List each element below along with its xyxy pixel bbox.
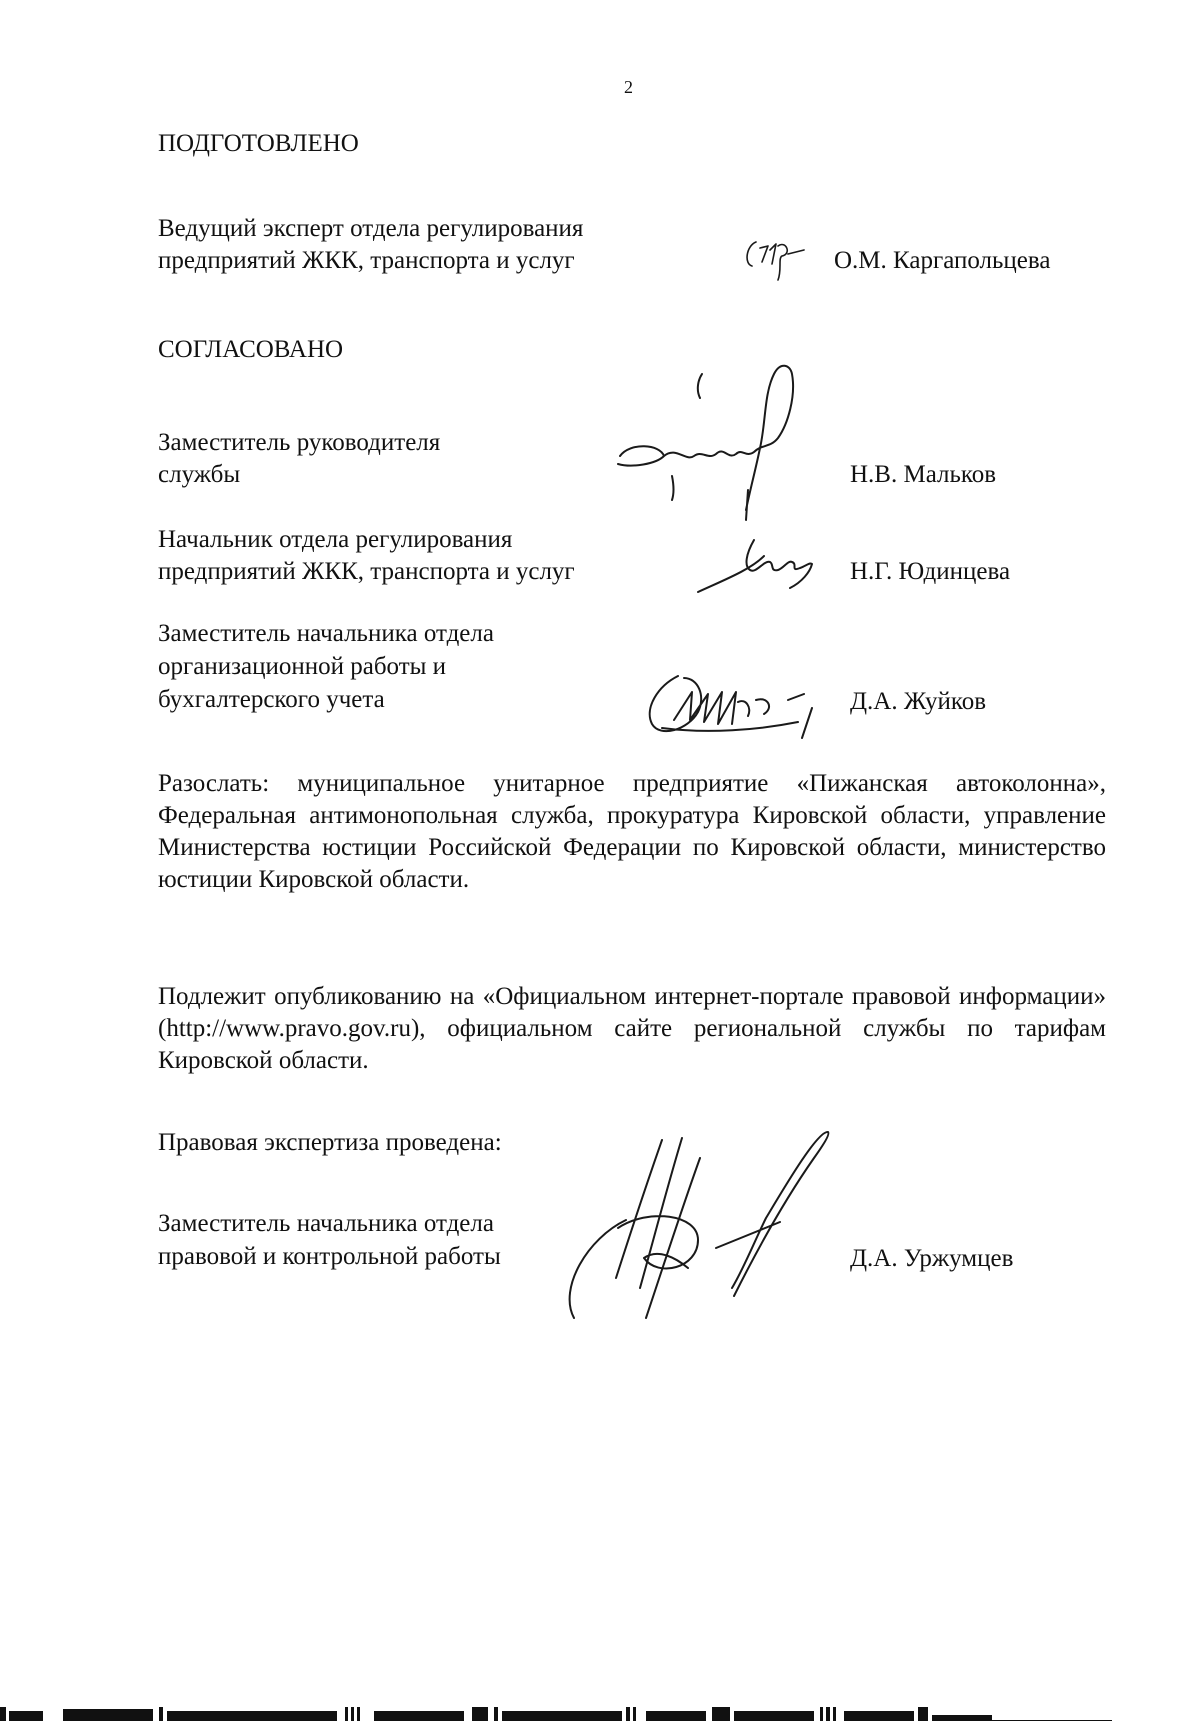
signer-title-line2: службы — [158, 461, 241, 488]
signer-name: Н.В. Мальков — [850, 461, 997, 488]
publication-notice: Подлежит опубликованию на «Официальном интернет-портале правовой информации» (http://www.pravo.gov.ru), официальном сайте региональной службы по тарифам Кировской области. — [158, 983, 1106, 1074]
signer-name: Н.Г. Юдинцева — [850, 558, 1011, 585]
prepared-heading: ПОДГОТОВЛЕНО — [158, 130, 359, 157]
prepared-name: О.М. Каргапольцева — [834, 247, 1051, 274]
signature-kargapoltseva — [742, 236, 814, 284]
legal-review-name: Д.А. Уржумцев — [850, 1245, 1014, 1272]
barcode-strip — [0, 1694, 1200, 1721]
signer-title-line3: бухгалтерского учета — [158, 686, 385, 713]
signer-title-line2: организационной работы и — [158, 653, 447, 680]
page-number: 2 — [624, 77, 633, 97]
prepared-title-line2: предприятий ЖКК, транспорта и услуг — [158, 247, 575, 274]
signature-zhuikov — [638, 668, 834, 748]
signer-title-line1: Заместитель руководителя — [158, 429, 441, 456]
distribution-list: Разослать: муниципальное унитарное предприятие «Пижанская автоколонна», Федеральная антимонопольная служба, прокуратура Кировской области, управление Министерства юстиции Российской Федерации по Кировской области, министерство юстиции Кировской области. — [158, 770, 1106, 893]
signer-name: Д.А. Жуйков — [850, 688, 987, 715]
signature-malkov — [610, 360, 830, 540]
legal-review-title-line1: Заместитель начальника отдела — [158, 1210, 494, 1237]
legal-review-heading: Правовая экспертиза проведена: — [158, 1129, 502, 1156]
signer-title-line1: Начальник отдела регулирования — [158, 526, 513, 553]
legal-review-title-line2: правовой и контрольной работы — [158, 1243, 501, 1270]
prepared-title-line1: Ведущий эксперт отдела регулирования — [158, 215, 584, 242]
signature-yudintseva — [694, 536, 820, 602]
signature-urzhumtsev — [548, 1128, 838, 1324]
signer-title-line1: Заместитель начальника отдела — [158, 620, 494, 647]
agreed-heading: СОГЛАСОВАНО — [158, 336, 344, 363]
signer-title-line2: предприятий ЖКК, транспорта и услуг — [158, 558, 575, 585]
